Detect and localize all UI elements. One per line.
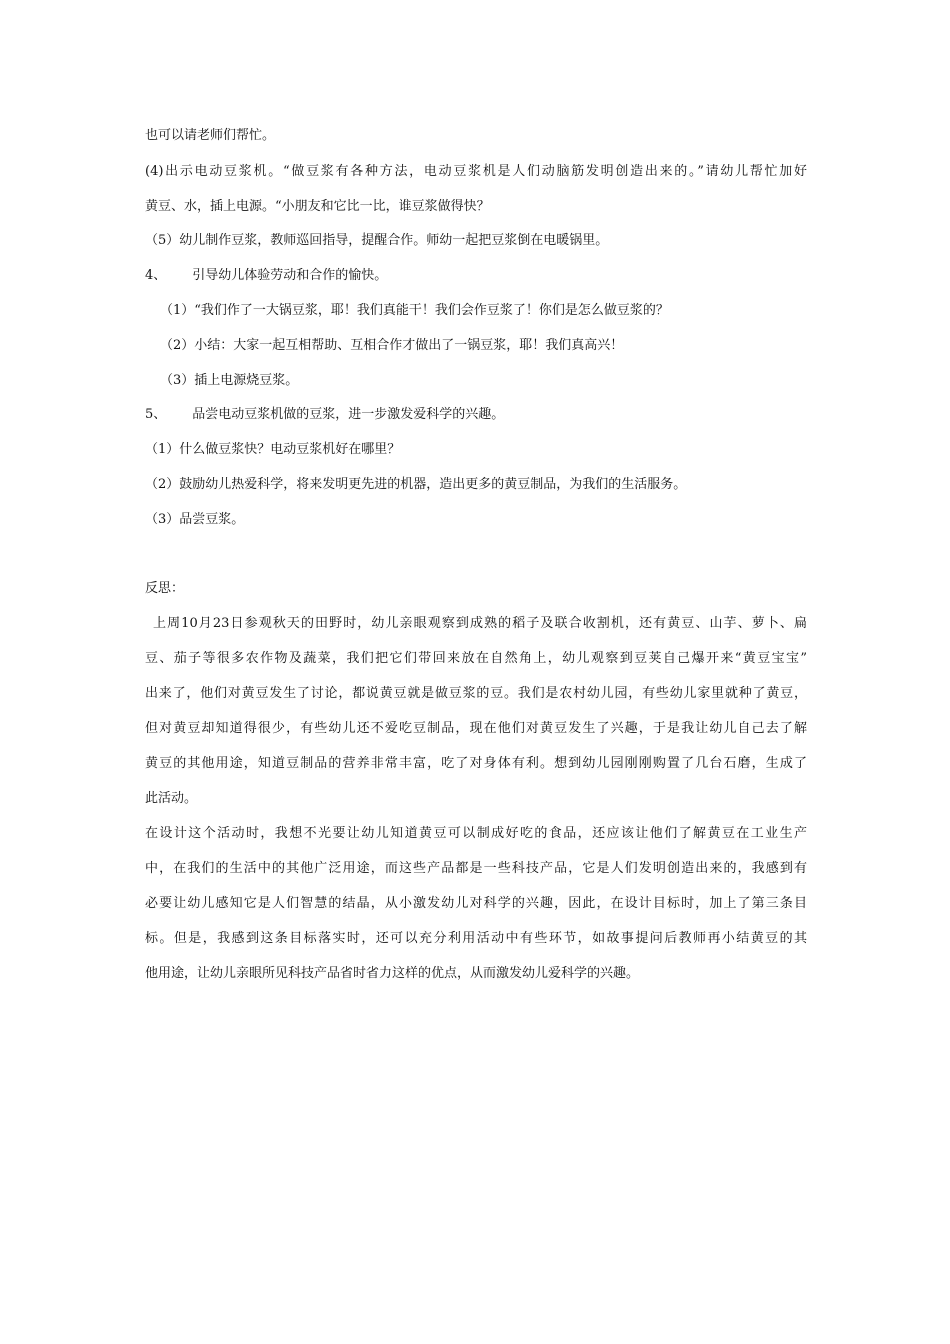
text-line: （1）“我们作了一大锅豆浆，耶！我们真能干！我们会作豆浆了！你们是怎么做豆浆的？ [160, 303, 669, 318]
text-line: 中，在我们的生活中的其他广泛用途，而这些产品都是一些科技产品，它是人们发明创造出来的，我感到有 [145, 861, 807, 876]
text-line: (4)出示电动豆浆机。“做豆浆有各种方法，电动豆浆机是人们动脑筋发明创造出来的。”请幼儿帮忙加好 [145, 164, 807, 179]
text-line: 黄豆的其他用途，知道豆制品的营养非常丰富，吃了对身体有利。想到幼儿园刚刚购置了几台石磨，生成了 [145, 756, 807, 771]
text-line: 上周10月23日参观秋天的田野时，幼儿亲眼观察到成熟的稻子及联合收割机，还有黄豆、山芋、萝卜、扁 [153, 616, 807, 631]
text-line: （5）幼儿制作豆浆，教师巡回指导，提醒合作。师幼一起把豆浆倒在电暖锅里。 [145, 233, 609, 248]
text-line: 也可以请老师们帮忙。 [145, 128, 276, 143]
text-line: 此活动。 [145, 791, 198, 806]
text-line: 豆、茄子等很多农作物及蔬菜，我们把它们带回来放在自然角上，幼儿观察到豆荚自己爆开来“黄豆宝宝” [145, 651, 807, 666]
text-line: （3）插上电源烧豆浆。 [160, 373, 299, 388]
text-line: 在设计这个活动时，我想不光要让幼儿知道黄豆可以制成好吃的食品，还应该让他们了解黄豆在工业生产 [145, 826, 807, 841]
section-heading-4 [145, 268, 387, 284]
text-line: 标。但是，我感到这条目标落实时，还可以充分利用活动中有些环节，如故事提问后教师再小结黄豆的其 [145, 931, 807, 946]
text-line: 黄豆、水，插上电源。“小朋友和它比一比，谁豆浆做得快？ [145, 199, 490, 214]
text-line: 必要让幼儿感知它是人们智慧的结晶，从小激发幼儿对科学的兴趣，因此，在设计目标时，加上了第三条目 [145, 896, 807, 911]
text-line: （2）鼓励幼儿热爱科学，将来发明更先进的机器，造出更多的黄豆制品，为我们的生活服务。 [145, 477, 687, 492]
section-number: 5、 [145, 407, 167, 422]
text-line: 出来了，他们对黄豆发生了讨论，都说黄豆就是做豆浆的豆。我们是农村幼儿园，有些幼儿家里就种了黄豆， [145, 686, 807, 701]
text-line: （3）品尝豆浆。 [145, 512, 245, 527]
text-line: （1）什么做豆浆快？电动豆浆机好在哪里？ [145, 442, 401, 457]
text-line: 他用途，让幼儿亲眼所见科技产品省时省力这样的优点，从而激发幼儿爱科学的兴趣。 [145, 966, 640, 981]
reflection-heading: 反思： [145, 581, 185, 596]
text-line: （2）小结：大家一起互相帮助、互相合作才做出了一锅豆浆，耶！我们真高兴！ [160, 338, 624, 353]
section-title: 品尝电动豆浆机做的豆浆，进一步激发爱科学的兴趣。 [192, 407, 505, 422]
section-heading-5 [145, 407, 504, 423]
section-number: 4、 [145, 268, 167, 283]
section-title: 引导幼儿体验劳动和合作的愉快。 [192, 268, 388, 283]
text-line: 但对黄豆却知道得很少，有些幼儿还不爱吃豆制品，现在他们对黄豆发生了兴趣，于是我让幼儿自己去了解 [145, 721, 807, 736]
